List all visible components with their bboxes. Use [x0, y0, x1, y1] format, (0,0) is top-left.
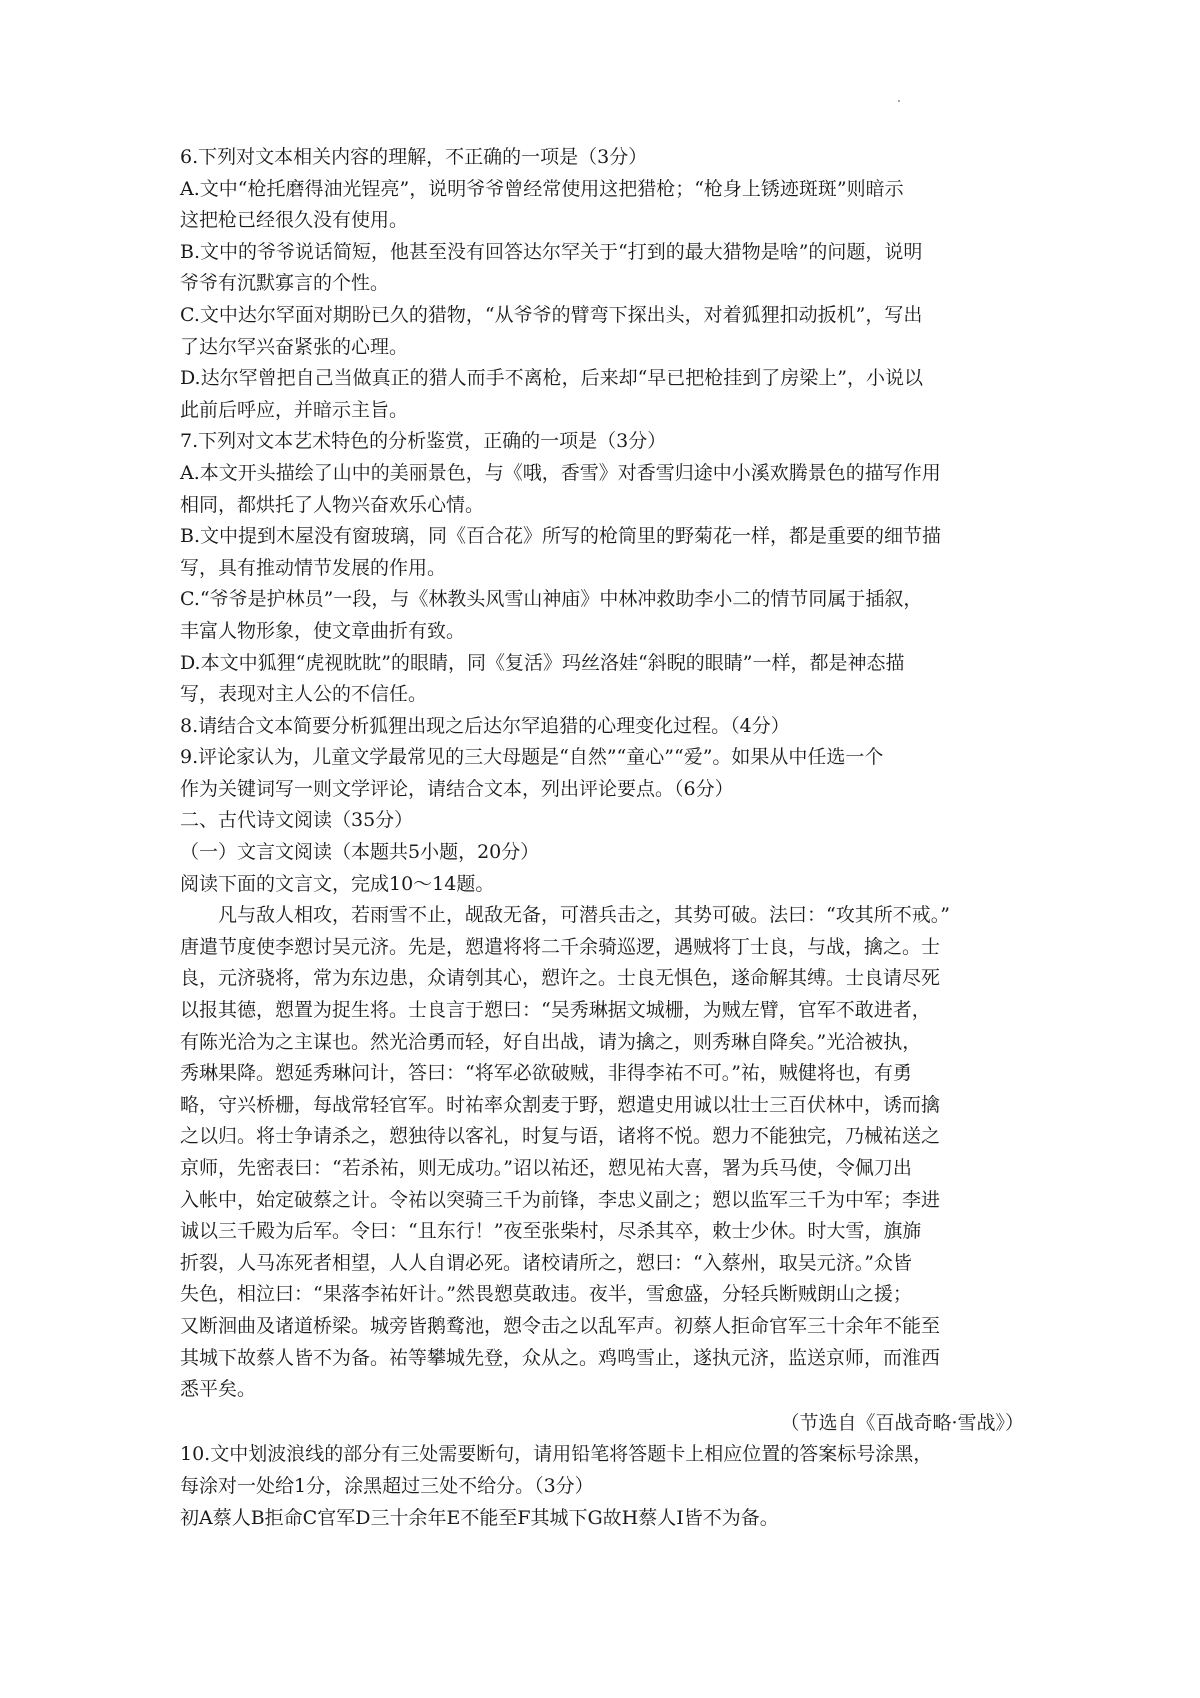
passage-line: 又断洄曲及诸道桥梁。城旁皆鹅鹜池，愬令击之以乱军声。初蔡人拒命官军三十余年不能至 — [180, 1314, 941, 1337]
passage-line: 入帐中，始定破蔡之计。令祐以突骑三千为前锋，李忠义副之；愬以监军三千为中军；李进 — [180, 1188, 941, 1211]
question-7-option-d: D.本文中狐狸“虎视眈眈”的眼睛，同《复活》玛丝洛娃“斜睨的眼睛”一样，都是神态描 — [180, 651, 905, 674]
question-9: 9.评论家认为，儿童文学最常见的三大母题是“自然”“童心”“爱”。如果从中任选一个 — [180, 746, 884, 769]
exam-page — [180, 142, 1028, 1534]
question-6-option-d-cont: 此前后呼应，并暗示主旨。 — [180, 398, 409, 421]
question-6-option-c-cont: 了达尔罕兴奋紧张的心理。 — [180, 335, 409, 358]
question-7-option-c: C.“爷爷是护林员”一段，与《林教头风雪山神庙》中林冲救助李小二的情节同属于插叙， — [180, 588, 923, 611]
passage-line: 凡与敌人相攻，若雨雪不止，觇敌无备，可潜兵击之，其势可破。法曰：“攻其所不戒。” — [218, 904, 950, 927]
passage-line: 良，元济骁将，常为东边患，众请刳其心，愬许之。士良无惧色，遂命解其缚。士良请尽死 — [180, 967, 941, 990]
passage-line: 唐遣节度使李愬讨吴元济。先是，愬遣将将二千余骑巡逻，遇贼将丁士良，与战，擒之。士 — [180, 935, 941, 958]
question-6-option-b-cont: 爷爷有沉默寡言的个性。 — [180, 272, 390, 295]
question-7-option-d-cont: 写，表现对主人公的不信任。 — [180, 683, 428, 706]
question-6-option-a-cont: 这把枪已经很久没有使用。 — [180, 209, 409, 232]
passage-line: 失色，相泣曰：“果落李祐奸计。”然畏愬莫敢违。夜半，雪愈盛，分轻兵断贼朗山之援； — [180, 1283, 912, 1306]
question-9-cont: 作为关键词写一则文学评论，请结合文本，列出评论要点。（6分） — [180, 777, 734, 800]
passage-source: （节选自《百战奇略·雪战》） — [780, 1411, 1024, 1434]
passage-line: 以报其德，愬置为捉生将。士良言于愬曰：“吴秀琳据文城栅，为贼左臂，官军不敢进者， — [180, 999, 931, 1022]
question-10-stem-cont: 每涂对一处给1分，涂黑超过三处不给分。（3分） — [180, 1474, 594, 1497]
reading-instruction: 阅读下面的文言文，完成10～14题。 — [180, 872, 495, 895]
passage-line: 之以归。将士争请杀之，愬独待以客礼，时复与语，诸将不悦。愬力不能独完，乃械祐送之 — [180, 1125, 941, 1148]
question-7-stem: 7.下列对文本艺术特色的分析鉴赏，正确的一项是（3分） — [180, 430, 667, 453]
passage-line: 秀琳果降。愬延秀琳问计，答曰：“将军必欲破贼，非得李祐不可。”祐，贼健将也，有勇 — [180, 1062, 912, 1085]
question-10-options: 初A蔡人B拒命C官军D三十余年E不能至F其城下G故H蔡人I皆不为备。 — [180, 1506, 779, 1529]
question-6-option-c: C.文中达尔罕面对期盼已久的猎物，“从爷爷的臂弯下探出头，对着狐狸扣动扳机”，写出 — [180, 303, 923, 326]
passage-line: 京师，先密表曰：“若杀祐，则无成功。”诏以祐还，愬见祐大喜，署为兵马使，令佩刀出 — [180, 1157, 912, 1179]
passage-line: 诚以三千殿为后军。令曰：“且东行！”夜至张柴村，尽杀其卒，敕士少休。时大雪，旗旆 — [180, 1220, 922, 1243]
question-7-option-b: B.文中提到木屋没有窗玻璃，同《百合花》所写的枪筒里的野菊花一样，都是重要的细节描 — [180, 525, 942, 548]
question-6-option-b: B.文中的爷爷说话简短，他甚至没有回答达尔罕关于“打到的最大猎物是啥”的问题，说明 — [180, 240, 923, 263]
passage-line: 有陈光洽为之主谋也。然光洽勇而轻，好自出战，请为擒之，则秀琳自降矣。”光洽被执， — [180, 1030, 922, 1053]
passage-line: 折裂，人马冻死者相望，人人自谓必死。诸校请所之，愬曰：“入蔡州，取吴元济。”众皆 — [180, 1251, 912, 1274]
section-heading: 二、古代诗文阅读（35分） — [180, 809, 414, 832]
question-6-option-a: A.文中“枪托磨得油光锃亮”，说明爷爷曾经常使用这把猎枪；“枪身上锈迹斑斑”则暗示 — [180, 177, 904, 200]
passage-line: 略，守兴桥栅，每战常轻官军。时祐率众割麦于野，愬遣史用诚以壮士三百伏林中，诱而擒 — [180, 1093, 941, 1116]
question-6-option-d: D.达尔罕曾把自己当做真正的猎人而手不离枪，后来却“早已把枪挂到了房梁上”，小说以 — [180, 367, 924, 390]
question-7-option-b-cont: 写，具有推动情节发展的作用。 — [180, 556, 447, 579]
passage-line: 悉平矣。 — [180, 1378, 257, 1401]
question-7-option-c-cont: 丰富人物形象，使文章曲折有致。 — [180, 619, 466, 642]
scan-speck — [898, 100, 900, 102]
question-6-stem: 6.下列对文本相关内容的理解，不正确的一项是（3分） — [180, 146, 648, 168]
question-10-stem: 10.文中划波浪线的部分有三处需要断句，请用铅笔将答题卡上相应位置的答案标号涂黑， — [180, 1443, 933, 1466]
subsection-heading: （一）文言文阅读（本题共5小题，20分） — [180, 841, 540, 864]
passage-line: 其城下故蔡人皆不为备。祐等攀城先登，众从之。鸡鸣雪止，遂执元济，监送京师，而淮西 — [180, 1346, 941, 1369]
question-8: 8.请结合文本简要分析狐狸出现之后达尔罕追猎的心理变化过程。（4分） — [180, 714, 790, 737]
question-7-option-a: A.本文开头描绘了山中的美丽景色，与《哦，香雪》对香雪归途中小溪欢腾景色的描写作用 — [180, 461, 941, 484]
question-7-option-a-cont: 相同，都烘托了人物兴奋欢乐心情。 — [180, 493, 485, 516]
classical-passage — [180, 900, 1028, 1406]
